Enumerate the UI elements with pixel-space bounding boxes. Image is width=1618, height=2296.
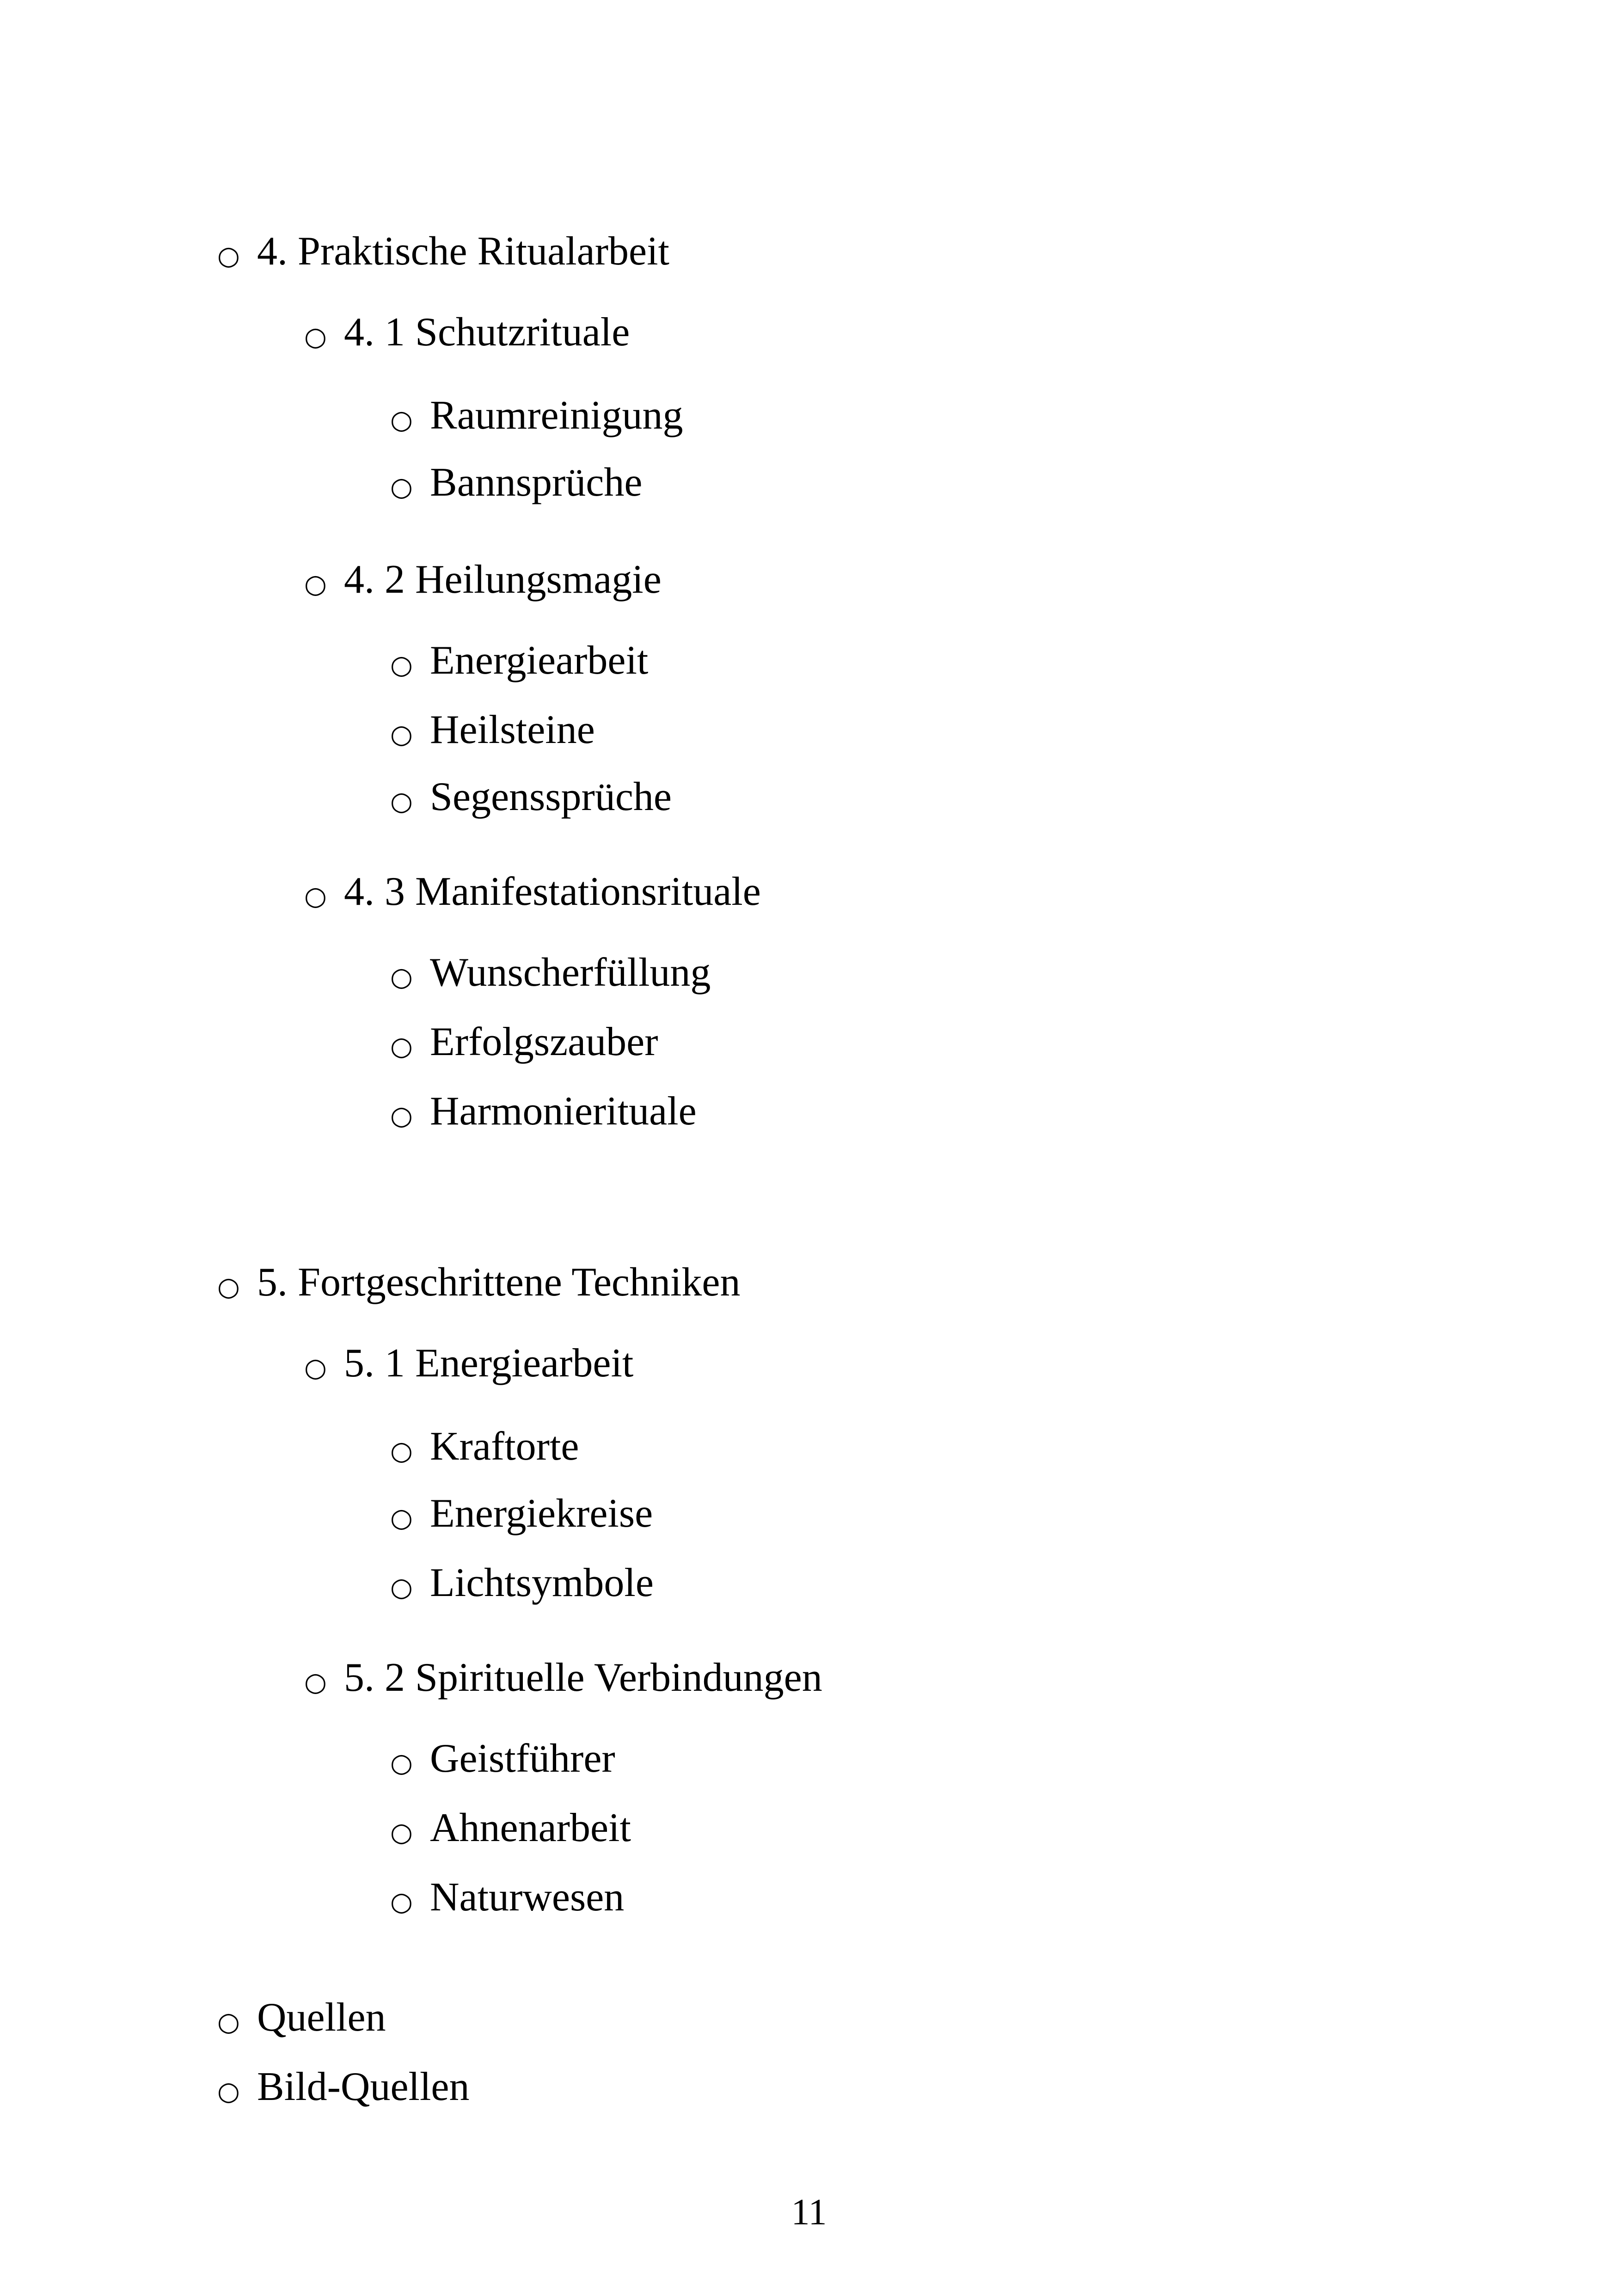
toc-entry-text: Kraftorte bbox=[430, 1424, 579, 1469]
toc-item bbox=[390, 395, 683, 436]
toc-item bbox=[390, 1877, 624, 1918]
bullet-circle-icon: ○ bbox=[217, 241, 240, 271]
toc-entry-text: Energiearbeit bbox=[430, 638, 649, 683]
bullet-circle-icon: ○ bbox=[390, 1101, 413, 1131]
toc-section-5 bbox=[217, 1262, 740, 1303]
bullet-circle-icon: ○ bbox=[390, 719, 413, 749]
toc-entry-text: Wunscherfüllung bbox=[430, 950, 711, 995]
toc-section-4 bbox=[217, 231, 669, 272]
toc-entry-text: 5. 2 Spirituelle Verbindungen bbox=[344, 1655, 822, 1700]
toc-item bbox=[390, 952, 711, 993]
toc-subsection-5-1 bbox=[304, 1343, 633, 1384]
bullet-circle-icon: ○ bbox=[304, 322, 327, 352]
toc-item bbox=[390, 1560, 654, 1605]
toc-entry-text: 5. Fortgeschrittene Techniken bbox=[257, 1260, 741, 1305]
bullet-circle-icon: ○ bbox=[390, 405, 413, 435]
bullet-circle-icon: ○ bbox=[390, 1748, 413, 1778]
toc-entry-text: 4. 3 Manifestationsrituale bbox=[344, 869, 761, 914]
toc-entry-text: Ahnenarbeit bbox=[430, 1805, 631, 1850]
toc-item bbox=[390, 1738, 615, 1779]
bullet-circle-icon: ○ bbox=[390, 1572, 413, 1602]
toc-subsection-4-2 bbox=[304, 559, 662, 600]
toc-entry-text: Geistführer bbox=[430, 1736, 615, 1781]
toc-entry-text: Bild-Quellen bbox=[257, 2064, 470, 2109]
bullet-circle-icon: ○ bbox=[217, 2007, 240, 2037]
bullet-circle-icon: ○ bbox=[390, 1887, 413, 1917]
toc-entry-text: 5. 1 Energiearbeit bbox=[344, 1341, 634, 1386]
toc-subsection-4-3 bbox=[304, 869, 761, 914]
toc-sources bbox=[217, 1997, 386, 2038]
toc-entry-text: Heilsteine bbox=[430, 707, 595, 752]
toc-entry-text: Raumreinigung bbox=[430, 393, 683, 438]
toc-entry-text: Segenssprüche bbox=[430, 774, 672, 819]
toc-entry-text: 4. 2 Heilungsmagie bbox=[344, 557, 662, 602]
toc-entry-text: Lichtsymbole bbox=[430, 1560, 654, 1605]
toc-entry-text: Erfolgszauber bbox=[430, 1019, 658, 1064]
bullet-circle-icon: ○ bbox=[217, 2076, 240, 2106]
toc-item bbox=[390, 1805, 631, 1850]
toc-item bbox=[390, 1019, 658, 1064]
toc-entry-text: 4. Praktische Ritualarbeit bbox=[257, 229, 669, 274]
toc-item bbox=[390, 774, 672, 819]
toc-entry-text: 4. 1 Schutzrituale bbox=[344, 310, 630, 355]
bullet-circle-icon: ○ bbox=[304, 1353, 327, 1383]
toc-item bbox=[390, 707, 595, 752]
toc-entry-text: Quellen bbox=[257, 1995, 386, 2040]
bullet-circle-icon: ○ bbox=[390, 1436, 413, 1466]
bullet-circle-icon: ○ bbox=[390, 786, 413, 816]
bullet-circle-icon: ○ bbox=[390, 650, 413, 680]
bullet-circle-icon: ○ bbox=[304, 881, 327, 911]
toc-subsection-5-2 bbox=[304, 1655, 822, 1700]
toc-entry-text: Naturwesen bbox=[430, 1875, 625, 1920]
toc-item bbox=[390, 1091, 697, 1132]
toc-item bbox=[390, 1493, 653, 1534]
toc-item bbox=[390, 462, 642, 503]
bullet-circle-icon: ○ bbox=[390, 472, 413, 502]
toc-entry-text: Harmonierituale bbox=[430, 1089, 697, 1134]
bullet-circle-icon: ○ bbox=[217, 1272, 240, 1302]
toc-subsection-4-1 bbox=[304, 312, 630, 353]
bullet-circle-icon: ○ bbox=[390, 1503, 413, 1533]
bullet-circle-icon: ○ bbox=[390, 1031, 413, 1062]
toc-item bbox=[390, 640, 648, 681]
toc-image-sources bbox=[217, 2064, 470, 2109]
page-number: 11 bbox=[791, 2192, 827, 2233]
bullet-circle-icon: ○ bbox=[304, 569, 327, 599]
bullet-circle-icon: ○ bbox=[390, 1817, 413, 1848]
toc-entry-text: Bannsprüche bbox=[430, 460, 643, 505]
bullet-circle-icon: ○ bbox=[304, 1667, 327, 1697]
toc-entry-text: Energiekreise bbox=[430, 1491, 653, 1536]
bullet-circle-icon: ○ bbox=[390, 962, 413, 992]
toc-item bbox=[390, 1426, 579, 1467]
